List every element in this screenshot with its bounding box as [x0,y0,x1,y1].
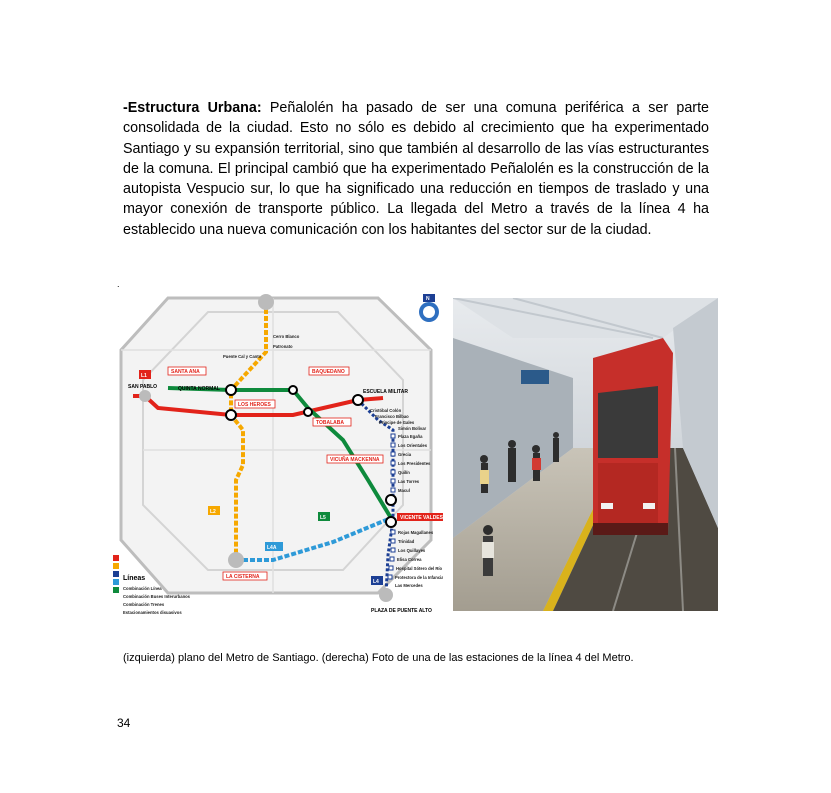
hub-san-pablo: SAN PABLO [128,384,158,390]
hub-plaza-puente-alto: PLAZA DE PUENTE ALTO [371,608,432,614]
badge-l4: L4 [373,579,379,585]
svg-text:Los Presidentes: Los Presidentes [398,461,431,466]
station-patronato: Patronato [273,344,293,349]
badge-l2: L2 [210,509,216,515]
svg-text:Las Torres: Las Torres [398,479,420,484]
hub-baquedano: BAQUEDANO [312,369,345,375]
page-number: 34 [117,716,131,730]
hub-vicente-valdes: VICENTE VALDES [400,515,443,521]
svg-text:Estacionamientos disuasivos: Estacionamientos disuasivos [123,610,182,615]
svg-text:Elisa Correa: Elisa Correa [397,557,422,562]
figure-caption: (izquierda) plano del Metro de Santiago. (derecha) Foto de una de las estaciones de la línea 4 del Metro. [123,652,634,664]
paragraph-lead: -Estructura Urbana: [123,100,262,116]
svg-text:Príncipe de Gales: Príncipe de Gales [379,420,415,425]
svg-text:Hospital Sótero del Río: Hospital Sótero del Río [396,566,443,571]
station-cerro-blanco: Cerro Blanco [273,334,300,339]
paragraph-body: Peñalolén ha pasado de ser una comuna periférica a ser parte consolidada de la ciudad. Esto no sólo es debido al crecimiento que ha experimentado Santiago y su expansión territorial, sino que también al desarrollo de las vías estructurantes de la comuna. El principal cambió que ha experimentado Peñalolén es la construcción de la autopista Vespucio sur, lo que ha significado una reducción en tiempos de traslado y una mayor conexión de transporte público. La llegada del Metro a través de la línea 4 ha establecido una nueva comunicación con los habitantes del sector sur de la ciudad. [123,100,709,238]
hub-la-cisterna: LA CISTERNA [226,574,260,580]
body-paragraph [123,98,709,240]
svg-text:Cristóbal Colón: Cristóbal Colón [370,408,402,413]
svg-text:Las Mercedes: Las Mercedes [395,583,423,588]
svg-text:Francisco Bilbao: Francisco Bilbao [375,414,409,419]
hub-tobalaba: TOBALABA [316,420,344,426]
svg-text:Rojas Magallanes: Rojas Magallanes [398,530,434,535]
hub-escuela-militar: ESCUELA MILITAR [363,389,408,395]
svg-text:Trinidad: Trinidad [398,539,415,544]
hub-vicuna-mackenna: VICUÑA MACKENNA [330,457,380,463]
svg-text:Plaza Egaña: Plaza Egaña [398,434,423,439]
stray-mark: . [117,279,120,289]
svg-text:Macul: Macul [398,488,410,493]
svg-text:Quilín: Quilín [398,470,410,475]
hub-los-heroes: LOS HEROES [238,402,271,408]
svg-text:Combinación Buses Interurbanos: Combinación Buses Interurbanos [123,594,191,599]
svg-text:Combinación Línea: Combinación Línea [123,586,162,591]
hub-santa-ana: SANTA ANA [171,369,200,375]
metro-map [113,290,443,620]
svg-text:Combinación Trenes: Combinación Trenes [123,602,165,607]
station-photo [453,298,718,611]
badge-l4a: L4A [267,545,277,551]
compass-label: N [426,296,430,302]
hub-quinta-normal: QUINTA NORMAL [178,386,220,392]
badge-l1: L1 [141,373,147,379]
legend-title: Líneas [123,575,146,582]
svg-text:Protectora de la Infancia: Protectora de la Infancia [395,575,443,580]
svg-text:Simón Bolívar: Simón Bolívar [398,426,427,431]
svg-text:Los Quillayes: Los Quillayes [398,548,426,553]
svg-text:Grecia: Grecia [398,452,412,457]
svg-text:Los Orientales: Los Orientales [398,443,428,448]
badge-l5: L5 [320,515,326,521]
station-puente-cal: Puente Cal y Canto [223,354,262,359]
